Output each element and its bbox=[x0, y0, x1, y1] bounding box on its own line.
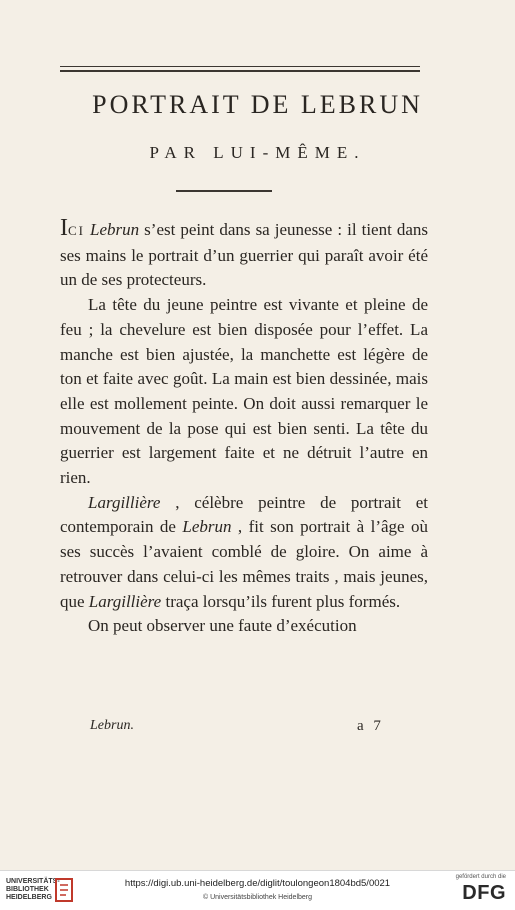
paragraph-1-text: s’est peint dans sa jeunesse : il tient dans ses mains le portrait d’un guerrier qui paraît avoir été un de ses protecteurs. bbox=[60, 220, 428, 290]
copyright-text: © Universitätsbibliothek Heidelberg bbox=[202, 894, 313, 901]
viewer-footer-bar bbox=[0, 870, 515, 910]
permalink-url[interactable]: https://digi.ub.uni-heidelberg.de/diglit/toulongeon1804bd5/0021 bbox=[124, 878, 391, 889]
logo-line: HEIDELBERG bbox=[6, 894, 52, 901]
signature-mark: a 7 bbox=[357, 718, 384, 734]
funding-caption: gefördert durch die bbox=[455, 874, 506, 880]
top-rule-thick bbox=[60, 70, 420, 72]
paragraph-4: On peut observer une faute d’exécution bbox=[88, 616, 357, 636]
small-caps: CI bbox=[68, 223, 85, 238]
page-subtitle: PAR LUI-MÊME. bbox=[149, 143, 366, 162]
logo-line: UNIVERSITÄTS- bbox=[6, 878, 60, 885]
italic-name: Lebrun bbox=[90, 220, 140, 239]
paragraph-3-text: traça lorsqu’ils furent plus formés. bbox=[161, 591, 401, 611]
italic-name: Largillière bbox=[88, 492, 161, 512]
drop-cap: I bbox=[60, 215, 68, 241]
logo-line: BIBLIOTHEK bbox=[6, 886, 49, 893]
paragraph-1 bbox=[60, 216, 428, 293]
italic-name: Largillière bbox=[88, 591, 162, 611]
page-title: PORTRAIT DE LEBRUN bbox=[92, 90, 423, 119]
dfg-logo[interactable]: DFG bbox=[462, 882, 506, 904]
top-rule-thin bbox=[60, 66, 420, 67]
title-divider bbox=[176, 190, 272, 192]
paragraph-2: La tête du jeune peintre est vivante et pleine de feu ; la chevelure est bien disposée pour l’effet. La manche est bien ajustée, la manchette est légère de ton et faite avec goût. La main est bien dessinée, mais elle est mollement peinte. On doit aussi remarquer le mouvement de la pose qui est bien senti. La tête du guerrier est largement faite et ne détruit l’autre en rien. bbox=[60, 295, 428, 488]
italic-name: Lebrun bbox=[182, 517, 232, 537]
body-text bbox=[60, 216, 428, 639]
paragraph-3-text: , célèbre peintre de portrait et contemporain de bbox=[60, 492, 428, 537]
paragraph-3 bbox=[60, 491, 428, 615]
paragraph-3-text: , fit son portrait à l’âge où ses succès l’avaient comblé de gloire. On aime à retrouver dans celui-ci les mêmes traits , mais jeunes, que bbox=[60, 517, 429, 611]
catchword: Lebrun. bbox=[90, 718, 134, 733]
